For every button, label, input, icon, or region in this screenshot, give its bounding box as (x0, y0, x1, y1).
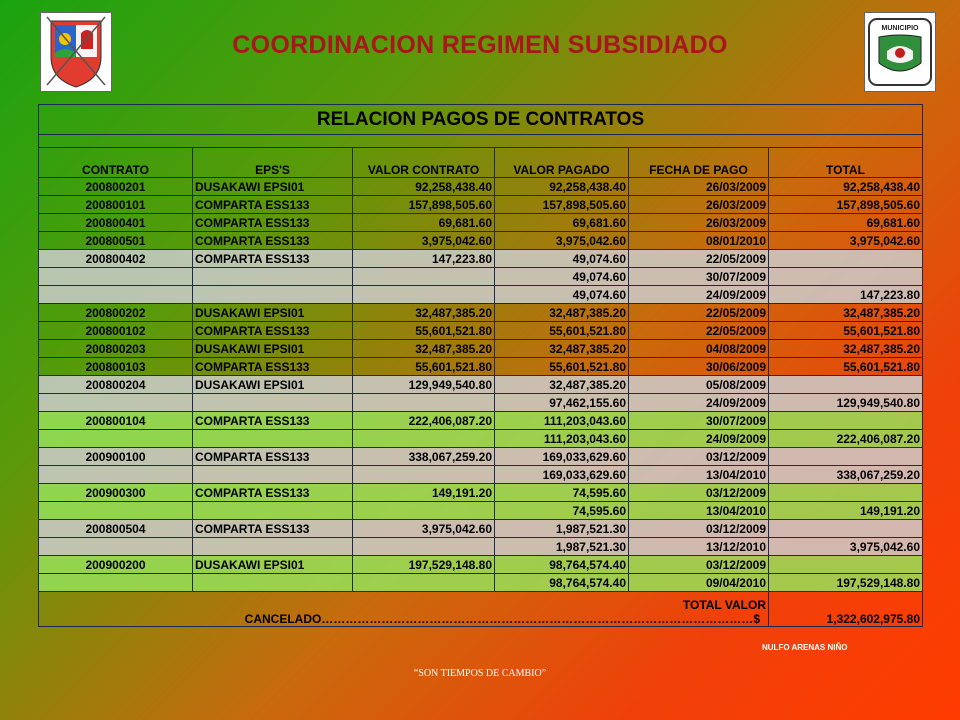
table-row (39, 394, 923, 412)
cell-contrato (39, 430, 193, 448)
cell-contrato: 200800103 (39, 358, 193, 376)
cell-contrato: 200900200 (39, 556, 193, 574)
cell-fecha-pago: 30/07/2009 (629, 268, 769, 286)
cell-contrato (39, 286, 193, 304)
cell-valor-pagado: 74,595.60 (495, 484, 629, 502)
cell-contrato: 200800102 (39, 322, 193, 340)
cell-contrato (39, 538, 193, 556)
cell-total: 55,601,521.80 (769, 322, 923, 340)
cell-eps (193, 538, 353, 556)
cell-contrato: 200800204 (39, 376, 193, 394)
cell-valor-contrato (353, 394, 495, 412)
cell-contrato: 200800201 (39, 178, 193, 196)
cell-fecha-pago: 24/09/2009 (629, 394, 769, 412)
cell-valor-contrato: 338,067,259.20 (353, 448, 495, 466)
cell-total (769, 556, 923, 574)
cell-fecha-pago: 22/05/2009 (629, 250, 769, 268)
cell-valor-contrato: 129,949,540.80 (353, 376, 495, 394)
cell-contrato (39, 574, 193, 592)
cell-fecha-pago: 04/08/2009 (629, 340, 769, 358)
cell-contrato: 200800203 (39, 340, 193, 358)
cell-valor-contrato (353, 286, 495, 304)
table-row (39, 448, 923, 466)
table-row (39, 196, 923, 214)
cell-valor-pagado: 169,033,629.60 (495, 448, 629, 466)
cell-fecha-pago: 22/05/2009 (629, 304, 769, 322)
cell-total: 147,223.80 (769, 286, 923, 304)
cell-valor-pagado: 111,203,043.60 (495, 430, 629, 448)
table-row (39, 304, 923, 322)
cell-fecha-pago: 09/04/2010 (629, 574, 769, 592)
cell-total: 338,067,259.20 (769, 466, 923, 484)
cell-valor-contrato: 149,191.20 (353, 484, 495, 502)
table-row (39, 178, 923, 196)
cell-total: 197,529,148.80 (769, 574, 923, 592)
cell-fecha-pago: 13/04/2010 (629, 502, 769, 520)
cell-contrato: 200900300 (39, 484, 193, 502)
cell-fecha-pago: 03/12/2009 (629, 448, 769, 466)
svg-text:MUNICIPIO: MUNICIPIO (881, 25, 919, 32)
cell-contrato: 200800202 (39, 304, 193, 322)
cell-valor-pagado: 55,601,521.80 (495, 358, 629, 376)
cell-valor-contrato: 157,898,505.60 (353, 196, 495, 214)
cell-valor-contrato (353, 268, 495, 286)
cell-total: 149,191.20 (769, 502, 923, 520)
cell-valor-contrato: 3,975,042.60 (353, 520, 495, 538)
table-caption: RELACION PAGOS DE CONTRATOS (39, 105, 923, 135)
table-row (39, 466, 923, 484)
grand-total-label-line2: CANCELADO………………………………………………………………………………………………$ (244, 612, 760, 626)
cell-total (769, 250, 923, 268)
cell-total (769, 376, 923, 394)
cell-fecha-pago: 30/06/2009 (629, 358, 769, 376)
cell-fecha-pago: 30/07/2009 (629, 412, 769, 430)
cell-valor-contrato: 222,406,087.20 (353, 412, 495, 430)
cell-valor-contrato: 32,487,385.20 (353, 304, 495, 322)
cell-eps: DUSAKAWI EPSI01 (193, 304, 353, 322)
cell-total: 32,487,385.20 (769, 304, 923, 322)
footer-slogan: “SON TIEMPOS DE CAMBIO” (413, 668, 547, 679)
cell-eps: COMPARTA ESS133 (193, 358, 353, 376)
cell-valor-contrato (353, 430, 495, 448)
table-row (39, 322, 923, 340)
cell-fecha-pago: 24/09/2009 (629, 430, 769, 448)
cell-fecha-pago: 13/04/2010 (629, 466, 769, 484)
cell-total (769, 520, 923, 538)
grand-total-label-line1: TOTAL VALOR (682, 598, 766, 612)
cell-valor-pagado: 97,462,155.60 (495, 394, 629, 412)
cell-eps (193, 286, 353, 304)
grand-total-label (39, 592, 769, 627)
cell-valor-pagado: 49,074.60 (495, 286, 629, 304)
cell-total: 55,601,521.80 (769, 358, 923, 376)
table-header-row (39, 148, 923, 178)
cell-total: 3,975,042.60 (769, 538, 923, 556)
table-row (39, 412, 923, 430)
cell-total: 32,487,385.20 (769, 340, 923, 358)
cell-eps: COMPARTA ESS133 (193, 214, 353, 232)
cell-valor-pagado: 169,033,629.60 (495, 466, 629, 484)
cell-fecha-pago: 03/12/2009 (629, 556, 769, 574)
table-row (39, 556, 923, 574)
table-row (39, 232, 923, 250)
cell-valor-contrato: 197,529,148.80 (353, 556, 495, 574)
cell-valor-pagado: 98,764,574.40 (495, 556, 629, 574)
cell-eps: COMPARTA ESS133 (193, 412, 353, 430)
cell-eps: COMPARTA ESS133 (193, 484, 353, 502)
cell-valor-contrato: 92,258,438.40 (353, 178, 495, 196)
grand-total-row (39, 592, 923, 627)
cell-eps (193, 502, 353, 520)
cell-total: 69,681.60 (769, 214, 923, 232)
cell-total (769, 448, 923, 466)
cell-eps (193, 466, 353, 484)
cell-valor-pagado: 1,987,521.30 (495, 538, 629, 556)
cell-eps: COMPARTA ESS133 (193, 196, 353, 214)
column-header-valor-pagado: VALOR PAGADO (495, 148, 629, 178)
grand-total-value: 1,322,602,975.80 (769, 592, 923, 627)
table-row (39, 376, 923, 394)
column-header-eps: EPS'S (193, 148, 353, 178)
table-row (39, 574, 923, 592)
table-row (39, 268, 923, 286)
cell-fecha-pago: 13/12/2010 (629, 538, 769, 556)
cell-valor-pagado: 92,258,438.40 (495, 178, 629, 196)
cell-total: 92,258,438.40 (769, 178, 923, 196)
table-row (39, 520, 923, 538)
cell-total (769, 268, 923, 286)
cell-valor-contrato: 69,681.60 (353, 214, 495, 232)
cell-total: 129,949,540.80 (769, 394, 923, 412)
page-title: COORDINACION REGIMEN SUBSIDIADO (232, 31, 728, 59)
cell-valor-contrato: 55,601,521.80 (353, 358, 495, 376)
cell-valor-pagado: 1,987,521.30 (495, 520, 629, 538)
cell-valor-contrato: 3,975,042.60 (353, 232, 495, 250)
cell-valor-pagado: 3,975,042.60 (495, 232, 629, 250)
cell-fecha-pago: 08/01/2010 (629, 232, 769, 250)
cell-contrato: 200800501 (39, 232, 193, 250)
cell-valor-pagado: 69,681.60 (495, 214, 629, 232)
cell-eps (193, 268, 353, 286)
cell-contrato: 200800402 (39, 250, 193, 268)
cell-valor-pagado: 49,074.60 (495, 250, 629, 268)
signer-name: NULFO ARENAS NIÑO (762, 643, 848, 652)
cell-eps: COMPARTA ESS133 (193, 322, 353, 340)
cell-valor-contrato (353, 502, 495, 520)
cell-fecha-pago: 05/08/2009 (629, 376, 769, 394)
cell-eps (193, 394, 353, 412)
table-row (39, 538, 923, 556)
cell-fecha-pago: 03/12/2009 (629, 484, 769, 502)
cell-fecha-pago: 03/12/2009 (629, 520, 769, 538)
column-header-total: TOTAL (769, 148, 923, 178)
cell-valor-contrato (353, 538, 495, 556)
cell-total: 222,406,087.20 (769, 430, 923, 448)
cell-valor-pagado: 32,487,385.20 (495, 340, 629, 358)
cell-eps: COMPARTA ESS133 (193, 250, 353, 268)
cell-eps: COMPARTA ESS133 (193, 232, 353, 250)
table-spacer-row (39, 135, 923, 148)
cell-total (769, 412, 923, 430)
table-row (39, 340, 923, 358)
cell-eps: DUSAKAWI EPSI01 (193, 178, 353, 196)
cell-eps: COMPARTA ESS133 (193, 448, 353, 466)
table-row (39, 358, 923, 376)
cell-valor-contrato: 32,487,385.20 (353, 340, 495, 358)
table-row (39, 250, 923, 268)
cell-valor-contrato (353, 466, 495, 484)
cell-fecha-pago: 24/09/2009 (629, 286, 769, 304)
cell-fecha-pago: 26/03/2009 (629, 214, 769, 232)
cell-valor-pagado: 111,203,043.60 (495, 412, 629, 430)
table-caption-row (39, 105, 923, 135)
cell-eps: COMPARTA ESS133 (193, 520, 353, 538)
cell-contrato (39, 394, 193, 412)
cell-contrato (39, 268, 193, 286)
cell-eps: DUSAKAWI EPSI01 (193, 556, 353, 574)
cell-total (769, 484, 923, 502)
payments-table (38, 104, 923, 627)
column-header-fecha-pago: FECHA DE PAGO (629, 148, 769, 178)
table-row (39, 286, 923, 304)
spacer-cell (39, 135, 923, 148)
cell-valor-pagado: 74,595.60 (495, 502, 629, 520)
table-row (39, 214, 923, 232)
cell-eps: DUSAKAWI EPSI01 (193, 340, 353, 358)
cell-valor-pagado: 49,074.60 (495, 268, 629, 286)
cell-valor-pagado: 32,487,385.20 (495, 376, 629, 394)
cell-eps (193, 430, 353, 448)
column-header-contrato: CONTRATO (39, 148, 193, 178)
column-header-valor-contrato: VALOR CONTRATO (353, 148, 495, 178)
cell-fecha-pago: 22/05/2009 (629, 322, 769, 340)
table-row (39, 502, 923, 520)
table-row (39, 430, 923, 448)
cell-contrato: 200800401 (39, 214, 193, 232)
cell-valor-pagado: 55,601,521.80 (495, 322, 629, 340)
cell-valor-pagado: 157,898,505.60 (495, 196, 629, 214)
cell-valor-pagado: 98,764,574.40 (495, 574, 629, 592)
cell-valor-contrato (353, 574, 495, 592)
cell-contrato: 200800101 (39, 196, 193, 214)
cell-valor-contrato: 147,223.80 (353, 250, 495, 268)
cell-eps: DUSAKAWI EPSI01 (193, 376, 353, 394)
cell-valor-pagado: 32,487,385.20 (495, 304, 629, 322)
cell-fecha-pago: 26/03/2009 (629, 196, 769, 214)
cell-total: 3,975,042.60 (769, 232, 923, 250)
cell-contrato (39, 466, 193, 484)
cell-valor-contrato: 55,601,521.80 (353, 322, 495, 340)
cell-contrato: 200800504 (39, 520, 193, 538)
cell-contrato: 200900100 (39, 448, 193, 466)
cell-contrato: 200800104 (39, 412, 193, 430)
cell-eps (193, 574, 353, 592)
cell-contrato (39, 502, 193, 520)
cell-fecha-pago: 26/03/2009 (629, 178, 769, 196)
cell-total: 157,898,505.60 (769, 196, 923, 214)
table-row (39, 484, 923, 502)
